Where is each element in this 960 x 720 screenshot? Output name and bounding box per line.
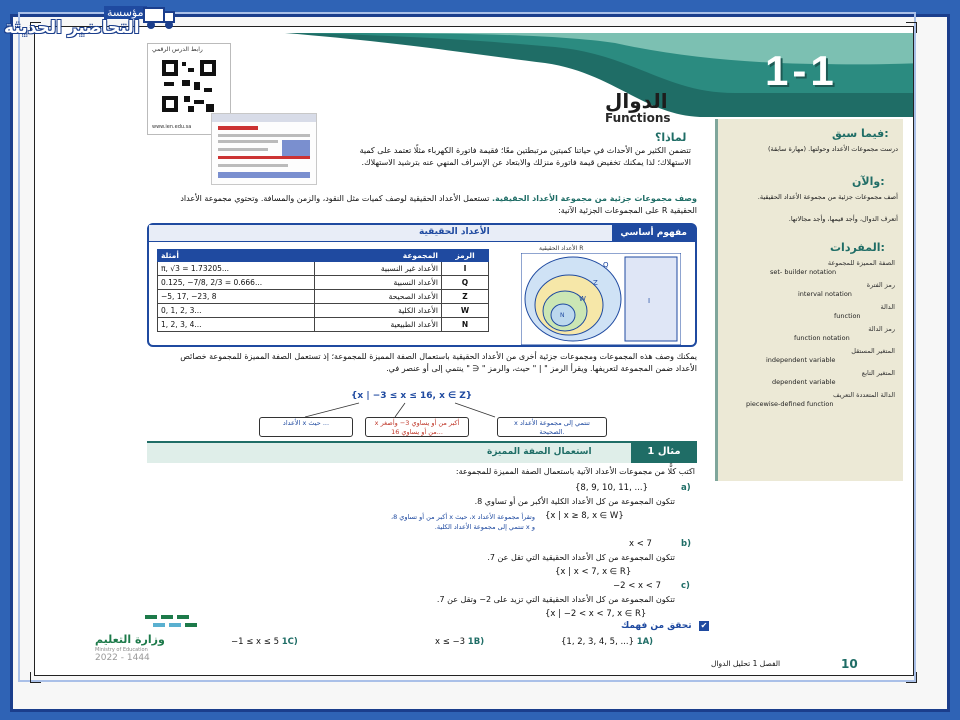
real-number-sets-table [157, 249, 489, 332]
table-row [158, 304, 489, 318]
vocabulary-heading: المفردات: [830, 241, 885, 254]
part-a-note1: وتقرأ مجموعة الأعداد x، حيث x أكبر من أو تساوي 8، [390, 513, 535, 521]
ministry-logo [95, 613, 225, 669]
check-item-label: 1C) [281, 637, 298, 647]
callout-range: x أكبر من أو يساوي 3− وأصغر من أو يساوي 16... [365, 417, 469, 437]
part-a-set: {8, 9, 10, 11, ...} [575, 483, 648, 493]
objective-bold: وصف مجموعات جزئية من مجموعة الأعداد الحقيقية. [491, 194, 697, 203]
previous-text: درست مجموعات الأعداد وحولتها. (مهارة سابقة) [767, 145, 898, 153]
callout-x-such-that: الأعداد x حيث ... [259, 417, 353, 437]
part-c-label: c) [681, 581, 690, 591]
example-tag: مثال 1 [631, 441, 697, 463]
symbol-cell: N [442, 318, 489, 332]
example-instruction: اكتب كلًّا من مجموعات الأعداد الآتية باستعمال الصفة المميزة للمجموعة: [455, 467, 695, 476]
header-symbol: الرمز [442, 250, 489, 262]
ministry-name: وزارة التعليم [95, 633, 165, 646]
check-item-text: x ≤ −3 [435, 637, 466, 647]
part-a-label: a) [681, 483, 691, 493]
symbol-cell: Z [442, 290, 489, 304]
set-builder-equation: {x | −3 ≤ x ≤ 16, x ∈ Z} [351, 391, 473, 401]
vocab-term-ar: المتغير التابع [861, 369, 895, 377]
check-item-text: −1 ≤ x ≤ 5 [231, 637, 280, 647]
symbol-cell: W [442, 304, 489, 318]
part-c-set: −2 < x < 7 [613, 581, 662, 591]
check-item-1b [435, 637, 484, 647]
publisher-logo [0, 0, 180, 46]
part-b-description: تتكون المجموعة من كل الأعداد الحقيقية التي تقل عن 7. [487, 553, 675, 562]
check-item-1c [231, 637, 298, 647]
symbol-cell: Q [442, 276, 489, 290]
lesson-number: 1-1 [765, 47, 838, 94]
examples-cell: 0.125, −7/8, 2/3 = 0.666... [158, 276, 315, 290]
crop-mark [30, 672, 41, 683]
check-understanding-heading: تحقق من فهمك [621, 621, 692, 631]
vocab-term-ar: الدالة [880, 303, 895, 311]
vocab-term-ar: رمز الفترة [866, 281, 895, 289]
check-item-label: 1B) [467, 637, 485, 647]
venn-q: Q [603, 261, 609, 269]
ministry-sub: Ministry of Education [95, 647, 148, 653]
why-paragraph: تتضمن الكثير من الأحداث في حياتنا كميتين مرتبطتين معًا؛ فقيمة فاتورة الكهرباء مثلًا تعتمد على كمية الاستهلاك؛ لذا يمكنك تخفيض قيمة فاتورة منزلك والابتعاد عن الإسراف المنهي عنه بترشيد الاستهلاك. [359, 146, 691, 167]
part-a-answer: {x | x ≥ 8, x ∈ W} [545, 511, 624, 521]
part-c-description: تتكون المجموعة من كل الأعداد الحقيقية التي تزيد على 2− وتقل عن 7. [436, 595, 675, 604]
vocab-term-en: set- builder notation [770, 268, 837, 276]
lesson-title-arabic: الدوال [605, 89, 668, 113]
callout-integers: x تنتمي إلى مجموعة الأعداد الصحيحة. [497, 417, 607, 437]
electricity-bill-image [211, 113, 317, 185]
examples-cell: 0, 1, 2, 3... [158, 304, 315, 318]
example-header [147, 441, 697, 463]
bill-illustration [212, 114, 316, 184]
vocab-term-en: function [834, 312, 861, 320]
table-header-row [158, 250, 489, 262]
part-b-set: x < 7 [629, 539, 652, 549]
vocab-term-ar: المتغير المستقل [851, 347, 895, 355]
key-concept-header [149, 225, 695, 242]
check-item-label: 1A) [636, 637, 654, 647]
part-b-label: b) [681, 539, 691, 549]
examples-cell: −5, 17, −23, 8 [158, 290, 315, 304]
now-heading: والآن: [852, 175, 885, 188]
vocab-term-en: function notation [794, 334, 850, 342]
symbol-cell: I [442, 262, 489, 276]
header-examples: أمثلة [158, 250, 315, 262]
examples-cell: π, √3 = 1.73205... [158, 262, 315, 276]
real-numbers-intro [177, 193, 697, 217]
truck-icon [142, 2, 178, 32]
real-numbers-venn-diagram [521, 253, 681, 345]
vocab-term-en: dependent variable [772, 378, 836, 386]
header-set: المجموعة [315, 250, 442, 262]
qr-code-icon [160, 58, 218, 114]
lesson-sidebar [715, 119, 903, 481]
vocab-term-en: independent variable [766, 356, 836, 364]
vocab-term-ar: الصفة المميزة للمجموعة [827, 259, 895, 267]
why-heading: لماذا؟ [655, 131, 687, 144]
now-item-2: أتعرف الدوال، وأجد قيمها، وأجد مجالاتها. [788, 215, 898, 223]
previous-heading: فيما سبق: [832, 127, 889, 140]
set-cell: الأعداد غير النسبية [315, 262, 442, 276]
qr-url: www.ien.edu.sa [152, 124, 192, 130]
key-concept-title: الأعداد الحقيقية [419, 227, 490, 237]
set-cell: الأعداد الكلية [315, 304, 442, 318]
set-cell: الأعداد الصحيحة [315, 290, 442, 304]
lesson-title-english: Functions [605, 111, 671, 125]
page-number: 10 [841, 657, 858, 671]
check-item-text: {1, 2, 3, 4, 5, ...} [561, 637, 634, 647]
now-item-1: أصف مجموعات جزئية من مجموعة الأعداد الحقيقية. [757, 193, 898, 201]
chapter-footer: الفصل 1 تحليل الدوال [711, 659, 781, 668]
vocab-term-en: interval notation [798, 290, 852, 298]
part-c-answer: {x | −2 < x < 7, x ∈ R} [545, 609, 647, 619]
vocab-term-ar: الدالة المتعددة التعريف [833, 391, 895, 399]
edition-year: 2022 - 1444 [95, 653, 150, 663]
vocab-term-ar: رمز الدالة [868, 325, 895, 333]
logo-line2: التحاضير الحديثة [4, 18, 140, 38]
crop-mark [906, 22, 917, 33]
venn-z: Z [593, 279, 598, 287]
venn-label: الأعداد الحقيقية R [539, 245, 584, 252]
vocab-term-en: piecewise-defined function [746, 400, 834, 408]
part-a-note2: و x تنتمي إلى مجموعة الأعداد الكلية. [434, 523, 535, 531]
set-cell: الأعداد الطبيعية [315, 318, 442, 332]
venn-n: N [560, 312, 565, 319]
part-b-answer: {x | x < 7, x ∈ R} [555, 567, 632, 577]
venn-i: I [648, 297, 651, 305]
ministry-emblem-icon [145, 613, 225, 633]
check-item-1a [561, 637, 653, 647]
table-row [158, 276, 489, 290]
objective-text: تستعمل الأعداد الحقيقية لوصف كميات مثل النقود، والزمن والمسافة. وتحتوي مجموعة الأعداد الحقيقية R على المجموعات الجزئية الآتية: [180, 194, 697, 215]
key-concept-box [147, 223, 697, 347]
table-row [158, 262, 489, 276]
qr-caption: رابط الدرس الرقمي [152, 46, 203, 53]
check-icon: ✔ [700, 621, 708, 630]
part-a-description: تتكون المجموعة من كل الأعداد الكلية الأكبر من أو تساوي 8. [474, 497, 675, 506]
logo-line1: مؤسسة [104, 6, 147, 19]
textbook-page [34, 26, 914, 676]
table-row [158, 318, 489, 332]
example-title: استعمال الصفة المميزة [487, 447, 592, 457]
examples-cell: 1, 2, 3, 4... [158, 318, 315, 332]
venn-w: W [579, 295, 586, 303]
table-row [158, 290, 489, 304]
key-concept-tag: مفهوم أساسي [612, 225, 695, 241]
set-cell: الأعداد النسبية [315, 276, 442, 290]
crop-mark [906, 672, 917, 683]
set-builder-paragraph: يمكنك وصف هذه المجموعات ومجموعات جزئية أخرى من الأعداد الحقيقية باستعمال الصفة المميزة للمجموعة؛ إذ تستعمل الصفة المميزة للمجموعة خصائص الأعداد ضمن المجموعة لتعريفها. ويقرأ الرمز " | " حيث، والرمز " ∈ " ينتمي إلى أو عنصر في. [180, 352, 697, 373]
